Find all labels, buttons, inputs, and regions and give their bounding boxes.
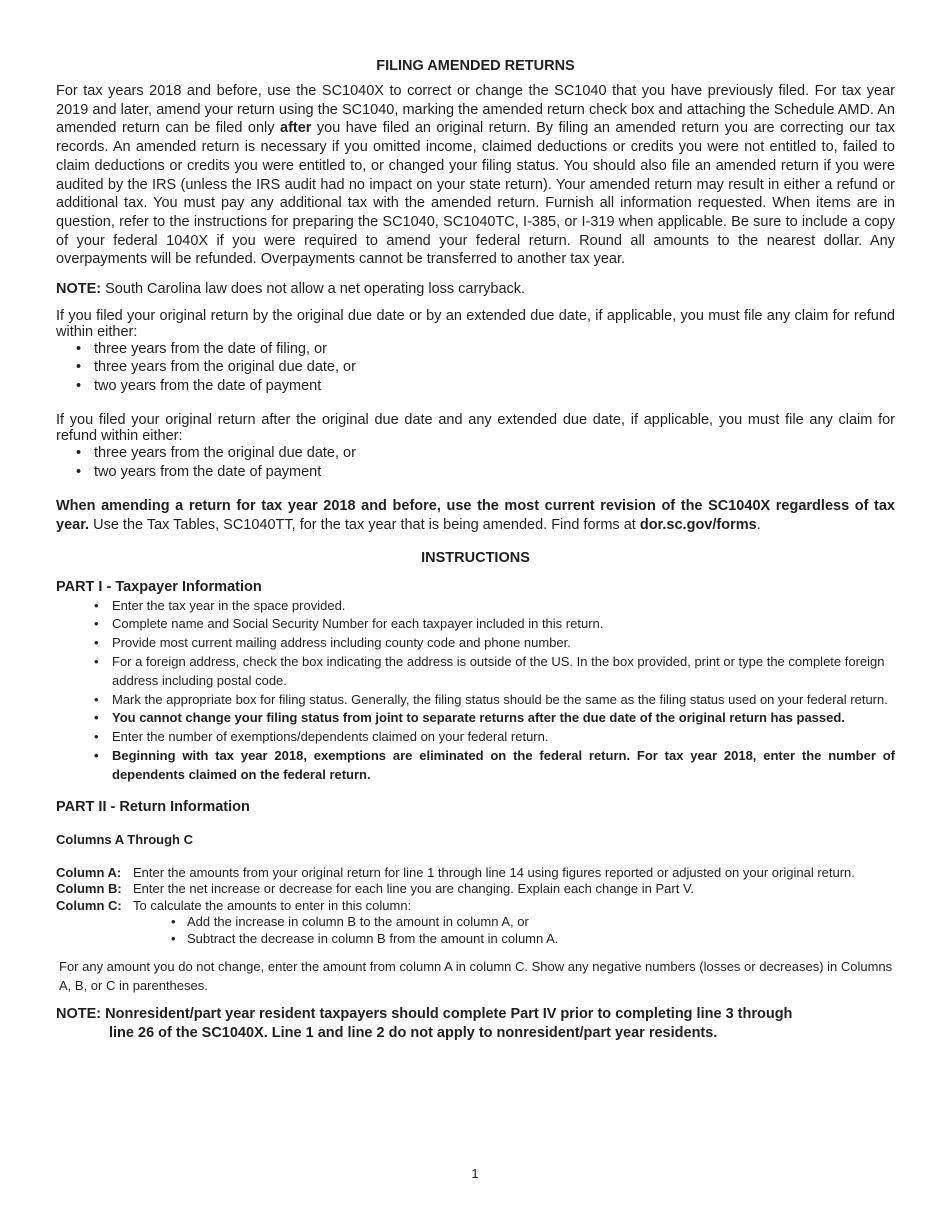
note-nol: [56, 280, 895, 299]
list-item: • two years from the date of payment: [94, 377, 895, 396]
nonresident-note-line1: NOTE: Nonresident/part year resident taxpayers should complete Part IV prior to completing line 3 through: [56, 1006, 793, 1023]
page-number: 1: [471, 1166, 479, 1181]
timely-paragraph: If you filed your original return by the original due date or by an extended due date, if applicable, you must file any claim for refund within either:: [56, 307, 895, 340]
forms-link[interactable]: dor.sc.gov/forms: [639, 516, 757, 533]
list-item: • three years from the original due date, or: [94, 444, 895, 463]
unchanged-paragraph: For any amount you do not change, enter the amount from column A in column C. Show any negative numbers (losses or decreases) in Columns A, B, or C in parentheses.: [59, 959, 893, 993]
list-item: • two years from the date of payment: [94, 463, 895, 482]
intro-bold: after: [280, 120, 312, 137]
list-item: • For a foreign address, check the box indicating the address is outside of the US. In the box provided, print or type the complete foreign address including postal code.: [112, 653, 895, 691]
amending-bold: When amending a return for tax year 2018 and before, use the most current revision of the SC1040X regardless of tax year.: [56, 498, 895, 533]
note-label: NOTE:: [56, 281, 102, 298]
column-c-row: [56, 898, 895, 915]
nonresident-note-line2: line 26 of the SC1040X. Line 1 and line 2 do not apply to nonresident/part year residents.: [109, 1025, 718, 1042]
list-item: • You cannot change your filing status from joint to separate returns after the due date of the original return has passed.: [112, 709, 895, 728]
list-item: • Beginning with tax year 2018, exemptions are eliminated on the federal return. For tax year 2018, enter the number of dependents claimed on the federal return.: [112, 747, 895, 785]
list-item: • Complete name and Social Security Number for each taxpayer included in this return.: [112, 615, 895, 634]
part2-heading: PART II - Return Information: [56, 798, 250, 815]
list-item: • Provide most current mailing address including county code and phone number.: [112, 634, 895, 653]
intro-text-2: you have filed an original return. By filing an amended return you are correcting our tax records. An amended return is necessary if you omitted income, claimed deductions or credits you were not entitled to, failed to claim deductions or credits you were entitled to, or changed your filing status. You should also file an amended return if you were audited by the IRS (unless the IRS audit had no impact on your state return). Your amended return may result in either a refund or additional tax. You must pay any additional tax with the amended return. Furnish all information requested. When items are in question, refer to the instructions for preparing the SC1040, SC1040TC, I-385, or I-319 when applicable. Be sure to include a copy of your federal 1040X if you were required to amend your federal return. Round all amounts to the nearest dollar. Any overpayments will be refunded. Overpayments cannot be transferred to another tax year.: [56, 120, 895, 268]
list-item: • Enter the tax year in the space provided.: [112, 597, 895, 616]
column-b-text: Enter the net increase or decrease for each line you are changing. Explain each change in Part V.: [133, 881, 695, 897]
column-a-row: [56, 865, 895, 882]
amending-text: Use the Tax Tables, SC1040TT, for the tax year that is being amended. Find forms at: [89, 516, 640, 533]
columns-subheading: Columns A Through C: [56, 831, 193, 847]
column-c-label: Column C:: [56, 897, 122, 913]
part1-heading: PART I - Taxpayer Information: [56, 578, 262, 595]
document-page: [56, 56, 895, 1043]
column-a-text: Enter the amounts from your original return for line 1 through line 14 using figures reported or adjusted on your original return.: [133, 864, 855, 880]
list-item: • three years from the date of filing, or: [94, 340, 895, 359]
instructions-title: INSTRUCTIONS: [421, 549, 530, 566]
column-b-label: Column B:: [56, 881, 122, 897]
list-item: • three years from the original due date, or: [94, 358, 895, 377]
list-item: • Add the increase in column B to the amount in column A, or: [187, 914, 895, 931]
list-item: • Subtract the decrease in column B from the amount in column A.: [187, 931, 895, 948]
column-c-list: [56, 914, 895, 947]
list-item: • Enter the number of exemptions/dependents claimed on your federal return.: [112, 728, 895, 747]
late-list: [56, 444, 895, 481]
amending-paragraph: When amending a return for tax year 2018 and before, use the most current revision of the SC1040X regardless of tax year. Use the Tax Tables, SC1040TT, for the tax year that is being amended. Find forms at dor.sc.gov/forms.: [56, 498, 895, 533]
nonresident-note: [56, 1005, 895, 1043]
column-a-label: Column A:: [56, 864, 122, 880]
columns-section: [56, 865, 895, 948]
intro-text-1: For tax years 2018 and before, use the SC1040X to correct or change the SC1040 that you have previously filed. For tax year 2019 and later, amend your return using the SC1040, marking the amended return check box and attaching the Schedule AMD. An amended return can be filed only: [56, 83, 895, 137]
column-b-row: [56, 881, 895, 898]
intro-paragraph: [56, 82, 895, 269]
late-paragraph: If you filed your original return after the original due date and any extended due date, if applicable, you must file any claim for refund within either:: [56, 412, 895, 445]
part1-list: [56, 597, 895, 785]
page-title: FILING AMENDED RETURNS: [376, 58, 575, 74]
column-c-text: To calculate the amounts to enter in this column:: [133, 897, 412, 913]
timely-list: [56, 340, 895, 396]
note-text: South Carolina law does not allow a net operating loss carryback.: [101, 281, 526, 298]
list-item: • Mark the appropriate box for filing status. Generally, the filing status should be the same as the filing status used on your federal return.: [112, 691, 895, 710]
